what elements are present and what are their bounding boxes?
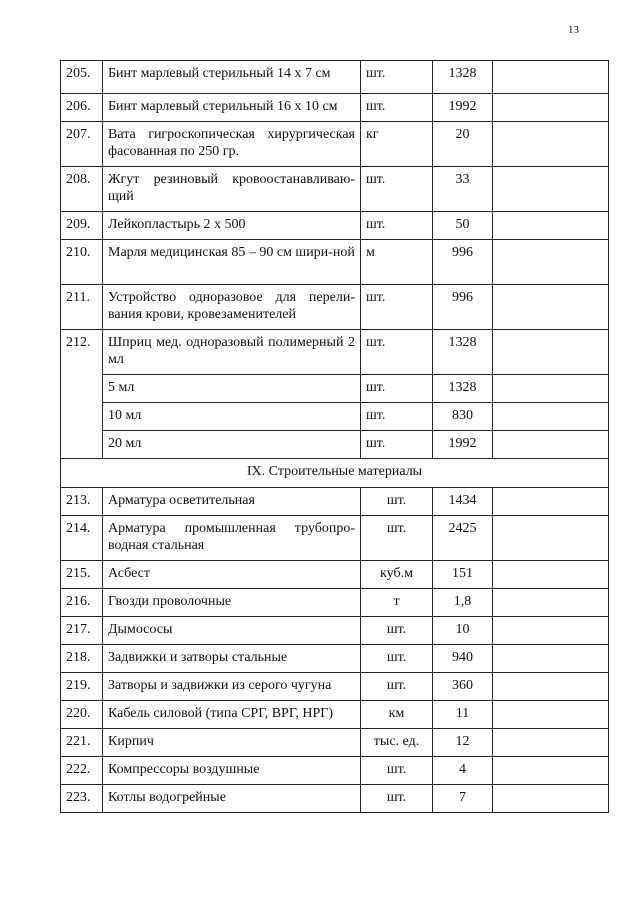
- item-unit: шт.: [361, 785, 433, 813]
- row-number: 218.: [61, 645, 103, 673]
- table-row: [61, 212, 609, 240]
- item-name: Бинт марлевый стерильный 16 х 10 см: [103, 94, 361, 122]
- item-name: Бинт марлевый стерильный 14 х 7 см: [103, 61, 361, 94]
- item-unit: шт.: [361, 94, 433, 122]
- item-quantity: 1434: [433, 488, 493, 516]
- table-row: [61, 240, 609, 285]
- empty-cell: [493, 375, 609, 403]
- item-quantity: 360: [433, 673, 493, 701]
- row-number: 220.: [61, 701, 103, 729]
- item-name: Арматура осветительная: [103, 488, 361, 516]
- item-unit: куб.м: [361, 561, 433, 589]
- item-quantity: 1992: [433, 94, 493, 122]
- item-quantity: 1,8: [433, 589, 493, 617]
- table-row: [61, 122, 609, 167]
- empty-cell: [493, 94, 609, 122]
- item-unit: шт.: [361, 757, 433, 785]
- medical-items-body: [61, 61, 609, 459]
- item-quantity: 20: [433, 122, 493, 167]
- empty-cell: [493, 61, 609, 94]
- empty-cell: [493, 701, 609, 729]
- item-quantity: 12: [433, 729, 493, 757]
- item-unit: шт.: [361, 61, 433, 94]
- empty-cell: [493, 431, 609, 459]
- item-name: Дымососы: [103, 617, 361, 645]
- items-table: [60, 60, 609, 813]
- item-name: Задвижки и затворы стальные: [103, 645, 361, 673]
- item-name: Жгут резиновый кровоостанавливаю-щий: [103, 167, 361, 212]
- empty-cell: [493, 212, 609, 240]
- table-row: [61, 645, 609, 673]
- item-name: Котлы водогрейные: [103, 785, 361, 813]
- empty-cell: [493, 757, 609, 785]
- row-number: 208.: [61, 167, 103, 212]
- item-name: Кирпич: [103, 729, 361, 757]
- item-unit: тыс. ед.: [361, 729, 433, 757]
- empty-cell: [493, 729, 609, 757]
- empty-cell: [493, 403, 609, 431]
- row-number: 221.: [61, 729, 103, 757]
- empty-cell: [493, 589, 609, 617]
- row-number: 205.: [61, 61, 103, 94]
- item-unit: шт.: [361, 212, 433, 240]
- construction-items-body: [61, 459, 609, 813]
- empty-cell: [493, 645, 609, 673]
- item-unit: шт.: [361, 645, 433, 673]
- item-quantity: 33: [433, 167, 493, 212]
- item-quantity: 50: [433, 212, 493, 240]
- item-name: Гвозди проволочные: [103, 589, 361, 617]
- item-unit: шт.: [361, 403, 433, 431]
- row-number: 212.: [61, 330, 103, 459]
- row-number: 219.: [61, 673, 103, 701]
- item-name: Марля медицинская 85 – 90 см шири-ной: [103, 240, 361, 285]
- row-number: 206.: [61, 94, 103, 122]
- table-row: [61, 516, 609, 561]
- item-name: Шприц мед. одноразовый полимерный 2 мл: [103, 330, 361, 375]
- item-unit: шт.: [361, 285, 433, 330]
- item-unit: км: [361, 701, 433, 729]
- item-name: Затворы и задвижки из серого чугуна: [103, 673, 361, 701]
- item-quantity: 151: [433, 561, 493, 589]
- row-number: 222.: [61, 757, 103, 785]
- item-name: 10 мл: [103, 403, 361, 431]
- empty-cell: [493, 167, 609, 212]
- item-quantity: 830: [433, 403, 493, 431]
- item-unit: шт.: [361, 673, 433, 701]
- item-name: Устройство одноразовое для перели-вания крови, кровезаменителей: [103, 285, 361, 330]
- item-quantity: 940: [433, 645, 493, 673]
- table-row: [61, 561, 609, 589]
- row-number: 210.: [61, 240, 103, 285]
- empty-cell: [493, 617, 609, 645]
- table-row: [61, 285, 609, 330]
- item-quantity: 4: [433, 757, 493, 785]
- page-number: 13: [568, 24, 579, 36]
- item-unit: шт.: [361, 167, 433, 212]
- empty-cell: [493, 516, 609, 561]
- item-unit: шт.: [361, 488, 433, 516]
- empty-cell: [493, 240, 609, 285]
- table-row: [61, 403, 609, 431]
- item-quantity: 2425: [433, 516, 493, 561]
- table-row: [61, 94, 609, 122]
- empty-cell: [493, 488, 609, 516]
- row-number: 213.: [61, 488, 103, 516]
- item-name: 20 мл: [103, 431, 361, 459]
- row-number: 214.: [61, 516, 103, 561]
- item-unit: шт.: [361, 375, 433, 403]
- item-unit: м: [361, 240, 433, 285]
- item-quantity: 11: [433, 701, 493, 729]
- empty-cell: [493, 122, 609, 167]
- table-row: [61, 61, 609, 94]
- table-row: [61, 375, 609, 403]
- item-unit: шт.: [361, 330, 433, 375]
- item-unit: шт.: [361, 431, 433, 459]
- table-row: [61, 729, 609, 757]
- item-unit: т: [361, 589, 433, 617]
- item-quantity: 1328: [433, 61, 493, 94]
- row-number: 223.: [61, 785, 103, 813]
- row-number: 209.: [61, 212, 103, 240]
- item-name: Компрессоры воздушные: [103, 757, 361, 785]
- row-number: 215.: [61, 561, 103, 589]
- item-name: Лейкопластырь 2 х 500: [103, 212, 361, 240]
- row-number: 216.: [61, 589, 103, 617]
- table-row: [61, 673, 609, 701]
- item-name: Кабель силовой (типа СРГ, ВРГ, НРГ): [103, 701, 361, 729]
- item-name: Асбест: [103, 561, 361, 589]
- table-row: [61, 757, 609, 785]
- empty-cell: [493, 285, 609, 330]
- empty-cell: [493, 561, 609, 589]
- row-number: 207.: [61, 122, 103, 167]
- item-unit: кг: [361, 122, 433, 167]
- item-quantity: 10: [433, 617, 493, 645]
- item-quantity: 1992: [433, 431, 493, 459]
- table-row: [61, 330, 609, 375]
- table-row: [61, 431, 609, 459]
- table-row: [61, 701, 609, 729]
- section-title: IX. Строительные материалы: [61, 459, 609, 488]
- table-row: [61, 589, 609, 617]
- item-unit: шт.: [361, 617, 433, 645]
- item-quantity: 996: [433, 240, 493, 285]
- item-name: 5 мл: [103, 375, 361, 403]
- empty-cell: [493, 785, 609, 813]
- item-unit: шт.: [361, 516, 433, 561]
- item-name: Вата гигроскопическая хирургическая фасованная по 250 гр.: [103, 122, 361, 167]
- row-number: 217.: [61, 617, 103, 645]
- empty-cell: [493, 330, 609, 375]
- item-quantity: 7: [433, 785, 493, 813]
- table-row: [61, 785, 609, 813]
- empty-cell: [493, 673, 609, 701]
- table-row: [61, 167, 609, 212]
- row-number: 211.: [61, 285, 103, 330]
- table-row: [61, 617, 609, 645]
- table-row: [61, 488, 609, 516]
- item-name: Арматура промышленная трубопро-водная стальная: [103, 516, 361, 561]
- item-quantity: 1328: [433, 330, 493, 375]
- section-row: [61, 459, 609, 488]
- item-quantity: 1328: [433, 375, 493, 403]
- item-quantity: 996: [433, 285, 493, 330]
